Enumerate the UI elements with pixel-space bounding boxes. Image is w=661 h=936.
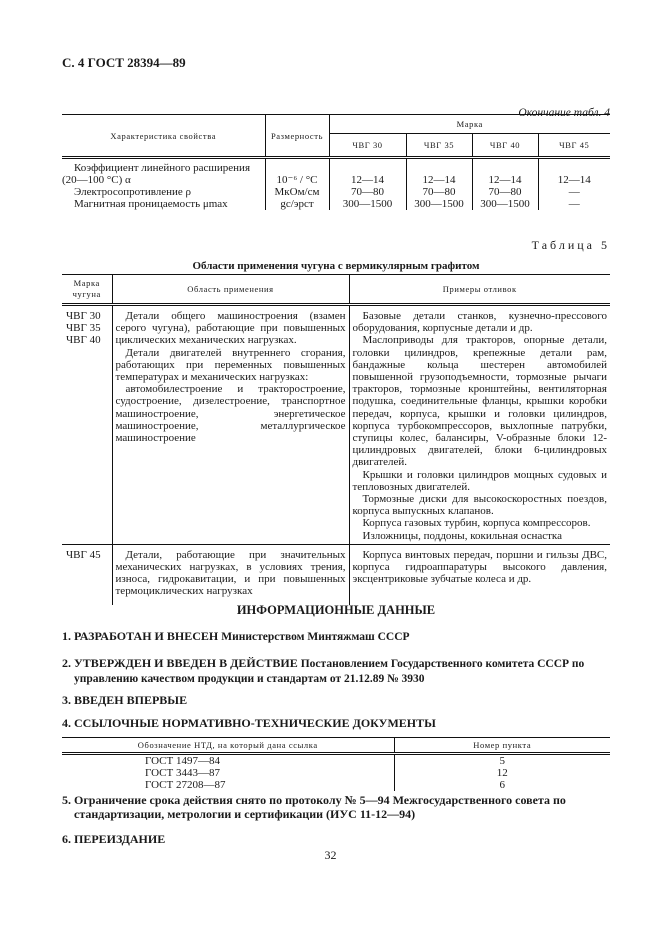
info-item-lead: 6. ПЕРЕИЗДАНИЕ xyxy=(62,832,166,846)
property-label: Магнитная проницаемость μmax xyxy=(74,198,228,210)
example-text: Маслоприводы для тракторов, опорные детали, головки цилиндров, крепежные детали рам, бандажные кольца шестерен автомобилей повышенной грузоподъемности, тормозные рычаги тракторов, тормозные кронштейны, вентиляторная подушка, соединительные фланцы, крышки коробки передач, корпуса, крышки и головки цилиндров, корпуса турбокомпрессоров, выхлопные патрубки, ступицы колес, балансиры, V-образные блоки 12-цилиндровых двигателей, блоки 6-цилиндровых двигателей. xyxy=(352,334,607,469)
col-header-examples: Примеры отливок xyxy=(349,275,610,305)
doc-cell: ГОСТ 27208—87 xyxy=(145,779,226,791)
page-header: С. 4 ГОСТ 28394—89 xyxy=(62,55,186,70)
clause-cell: 12 xyxy=(394,767,610,779)
grade-label: ЧВГ 35 xyxy=(66,322,101,335)
col-header-grade: Марка чугуна xyxy=(62,275,112,305)
col-header-property: Характеристика свойства xyxy=(62,115,265,158)
application-text: Детали, работающие при значительных механических нагрузках, в условиях трения, износа, гидрокавитации, и при повышенных термоциклических нагрузках xyxy=(115,548,346,598)
value-cell: 300—1500 xyxy=(406,198,472,210)
value-cell: 12—14 xyxy=(329,158,406,187)
property-label: Коэффициент линейного расширения xyxy=(74,162,250,174)
col-header-grade: ЧВГ 30 xyxy=(329,134,406,158)
info-item-lead: 5. Ограничение срока действия снято по протоколу № 5—94 Межгосударственного совета по стандартизации, метрологии и сертификации (ИУС 11-12—94) xyxy=(62,793,566,821)
table5-caption: Таблица 5 xyxy=(531,238,610,252)
table-row xyxy=(62,158,610,187)
property-label: (20—100 °С) α xyxy=(62,174,131,186)
col-header-grade: ЧВГ 35 xyxy=(406,134,472,158)
table-row xyxy=(62,754,610,768)
value-cell: 300—1500 xyxy=(329,198,406,210)
info-title: ИНФОРМАЦИОННЫЕ ДАННЫЕ xyxy=(236,603,436,617)
grade-label: ЧВГ 30 xyxy=(66,310,101,322)
col-header-doc: Обозначение НТД, на который дана ссылка xyxy=(62,738,394,754)
value-cell: 12—14 xyxy=(538,158,610,187)
table4-continuation-label: Окончание табл. 4 xyxy=(518,107,610,119)
property-label: Электросопротивление ρ xyxy=(74,186,192,198)
grade-label: ЧВГ 40 xyxy=(66,334,101,347)
info-item-2 xyxy=(62,656,622,686)
table-row xyxy=(62,779,610,791)
application-text: Детали общего машиностроения (взамен серого чугуна), работающие при повышенных циклических механических нагрузках. xyxy=(115,310,346,347)
table-5 xyxy=(62,274,610,605)
info-item-4 xyxy=(62,716,610,730)
example-text: Корпуса газовых турбин, корпуса компрессоров. xyxy=(362,517,591,530)
col-header-grade: ЧВГ 45 xyxy=(538,134,610,158)
unit-cell: gс/эрст xyxy=(265,198,329,210)
clause-cell: 5 xyxy=(394,754,610,768)
application-text: Детали двигателей внутреннего сгорания, работающих при переменных повышенных температурах и механических нагрузках: xyxy=(115,346,346,384)
col-header-grade: ЧВГ 40 xyxy=(472,134,538,158)
example-text: Изложницы, поддоны, кокильная оснастка xyxy=(362,529,562,542)
example-text: Тормозные диски для высокоскоростных поездов, корпуса выпускных клапанов. xyxy=(352,493,607,518)
info-item-1 xyxy=(62,629,610,644)
table-row xyxy=(62,544,610,605)
info-item-lead: 4. ССЫЛОЧНЫЕ НОРМАТИВНО-ТЕХНИЧЕСКИЕ ДОКУМЕНТЫ xyxy=(62,716,436,730)
table-row xyxy=(62,198,610,210)
col-header-application: Область применения xyxy=(112,275,349,305)
info-item-lead: 2. УТВЕРЖДЕН И ВВЕДЕН В ДЕЙСТВИЕ xyxy=(62,656,298,670)
col-header-unit: Размерность xyxy=(265,115,329,158)
table-4 xyxy=(62,114,610,210)
reference-documents-table xyxy=(62,737,610,791)
unit-cell: 10⁻⁶ / °С xyxy=(265,158,329,187)
col-header-grade-group: Марка xyxy=(329,115,610,134)
value-cell: 300—1500 xyxy=(472,198,538,210)
info-item-text: Постановлением Государственного комитета СССР по управлению качеством продукции и стандартам от 21.12.89 № 3930 xyxy=(74,658,585,685)
info-item-5 xyxy=(62,793,622,821)
doc-cell: ГОСТ 1497—84 xyxy=(145,755,220,767)
value-cell: — xyxy=(538,198,610,210)
value-cell: 12—14 xyxy=(472,158,538,187)
info-item-text: Министерством Минтяжмаш СССР xyxy=(221,631,410,643)
page-number: 32 xyxy=(324,848,337,862)
value-cell: 70—80 xyxy=(406,186,472,198)
value-cell: 12—14 xyxy=(406,158,472,187)
application-text: автомобилестроение и тракторостроение, судостроение, дизелестроение, транспортное машиностроение, энергетическое машиностроение, металлургическое машиностроение xyxy=(115,383,346,445)
info-item-6 xyxy=(62,832,610,846)
unit-cell: МкОм/см xyxy=(265,186,329,198)
value-cell: 70—80 xyxy=(472,186,538,198)
col-header-clause: Номер пункта xyxy=(394,738,610,754)
table5-title: Области применения чугуна с вермикулярным графитом xyxy=(192,260,480,272)
grade-label: ЧВГ 45 xyxy=(66,548,101,561)
value-cell: 70—80 xyxy=(329,186,406,198)
doc-cell: ГОСТ 3443—87 xyxy=(145,767,220,779)
info-item-lead: 3. ВВЕДЕН ВПЕРВЫЕ xyxy=(62,693,188,707)
info-item-lead: 1. РАЗРАБОТАН И ВНЕСЕН xyxy=(62,629,219,643)
table-row xyxy=(62,186,610,198)
table-row xyxy=(62,305,610,545)
example-text: Корпуса винтовых передач, поршни и гильзы ДВС, корпуса гидроаппаратуры высокого давления, эксцентриковые зубчатые колеса и др. xyxy=(352,548,607,586)
example-text: Крышки и головки цилиндров мощных судовых и тепловозных двигателей. xyxy=(352,468,607,493)
table-row xyxy=(62,767,610,779)
value-cell: — xyxy=(538,186,610,198)
clause-cell: 6 xyxy=(394,779,610,791)
info-item-3 xyxy=(62,693,610,707)
example-text: Базовые детали станков, кузнечно-прессового оборудования, корпусные детали и др. xyxy=(352,310,607,335)
